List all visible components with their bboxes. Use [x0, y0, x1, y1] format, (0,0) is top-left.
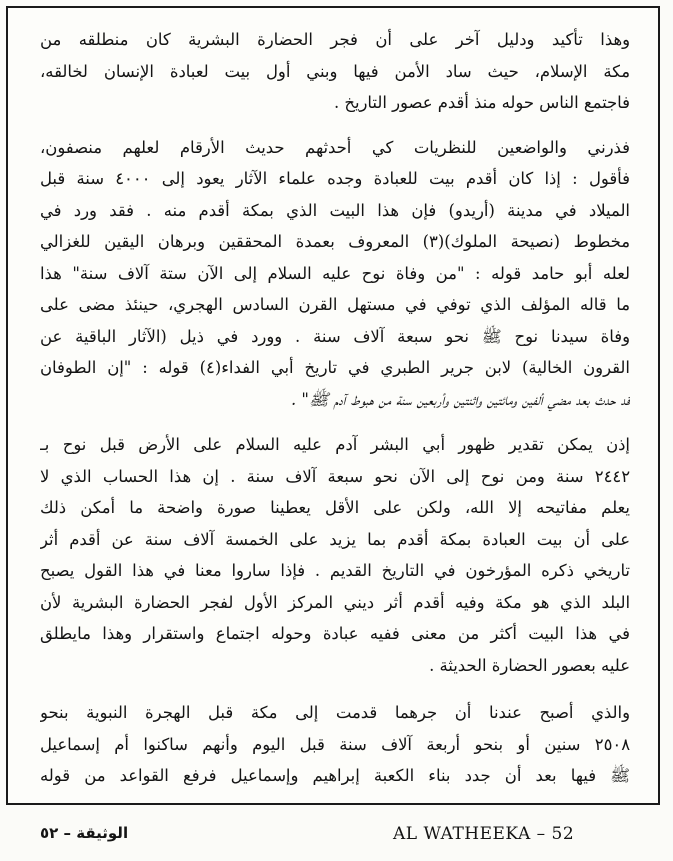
text-line: ما قاله المؤلف الذي توفي في مستهل القرن السادس الهجري، حينئذ مضى على: [40, 295, 630, 314]
text-line: يعلم مفاتيحه إلا الله، ولكن على الأقل يعطينا صورة واضحة ما أمكن ذلك: [40, 498, 630, 517]
text-line: في هذا البيت أكثر من معنى ففيه عبادة وحوله اجتماع واستقرار وهذا مايطلق: [40, 624, 630, 643]
text-line: فاجتمع الناس حوله منذ أقدم عصور التاريخ .: [333, 93, 630, 112]
text-line: القرون الخالية) لابن جرير الطبري في تاريخ أبي الفداء(٤) قوله : "إن الطوفان: [40, 358, 630, 377]
text-line: ﷺ فيها بعد أن جدد بناء الكعبة إبراهيم وإسماعيل فرفع القواعد من قوله: [40, 766, 630, 785]
text-line: الميلاد في مدينة (أريدو) فإن هذا البيت الذي بمكة أقدم منه . فقد ورد في: [40, 200, 630, 220]
body-text: [40, 10, 630, 792]
text-line: قد حدث بعد مضي ألفين ومائتين واثنتين وأربعين سنة من هبوط آدم ﷺ" .: [290, 389, 630, 409]
page-footer: [0, 816, 673, 856]
paragraph-1: [40, 24, 630, 119]
text-line: والذي أصبح عندنا أن جرهما قدمت إلى مكة قبل الهجرة النبوية بنحو: [40, 703, 630, 722]
text-line: ٢٥٠٨ سنين أو بنحو أربعة آلاف سنة قبل اليوم وأنهم ساكنوا أم إسماعيل: [40, 734, 630, 754]
footer-english-page-label: AL WATHEEKA – 52: [393, 824, 575, 844]
text-line: فذرني والواضعين للنظريات كي أحدثهم حديث الأرقام لعلهم منصفون،: [40, 137, 630, 157]
footer-arabic-page-label: الوثيقة – ٥٢: [40, 824, 129, 842]
paragraph-3: [40, 429, 630, 681]
text-line: إذن يمكن تقدير ظهور أبي البشر آدم عليه السلام على الأرض قبل نوح بـ: [40, 435, 630, 454]
text-line: البلد الذي هو مكة وفيه أقدم أثر ديني المركز الأول لفجر الحضارة البشرية لأن: [40, 592, 630, 612]
text-line: فأقول : إذا كان أقدم بيت للعبادة وجده علماء الآثار يعود إلى ٤٠٠٠ سنة قبل: [40, 169, 630, 188]
paragraph-4: [40, 697, 630, 792]
text-line: لعله أبو حامد قوله : "من وفاة نوح عليه السلام إلى الآن ستة آلاف سنة" هذا: [40, 263, 630, 283]
paragraph-2: [40, 132, 630, 416]
text-line: تاريخي ذكره المؤرخون في التاريخ القديم . فإذا ساروا معنا في هذا القول يصبح: [40, 561, 630, 580]
text-line: وفاة سيدنا نوح ﷺ نحو سبعة آلاف سنة . وورد في ذيل (الآثار الباقية عن: [40, 326, 630, 346]
text-line: عليه بعصور الحضارة الحديثة .: [429, 655, 630, 675]
page-frame: [6, 6, 660, 805]
text-line: وهذا تأكيد ودليل آخر على أن فجر الحضارة البشرية كان منطلقه من: [40, 30, 630, 49]
text-line: مخطوط (نصيحة الملوك)(٣) المعروف بعمدة المحققين وبرهان اليقين للغزالي: [40, 232, 630, 251]
text-line: مكة الإسلام، حيث ساد الأمن فيها وبني أول بيت لعبادة الإنسان لخالقه،: [40, 61, 630, 81]
text-line: ٢٤٤٢ سنة ومن نوح إلى الآن نحو سبعة آلاف سنة . إن هذا الحساب الذي لا: [40, 466, 630, 486]
text-line: على أن بيت العبادة بمكة أقدم بما يزيد على الخمسة آلاف سنة عن أقدم أثر: [40, 529, 630, 549]
